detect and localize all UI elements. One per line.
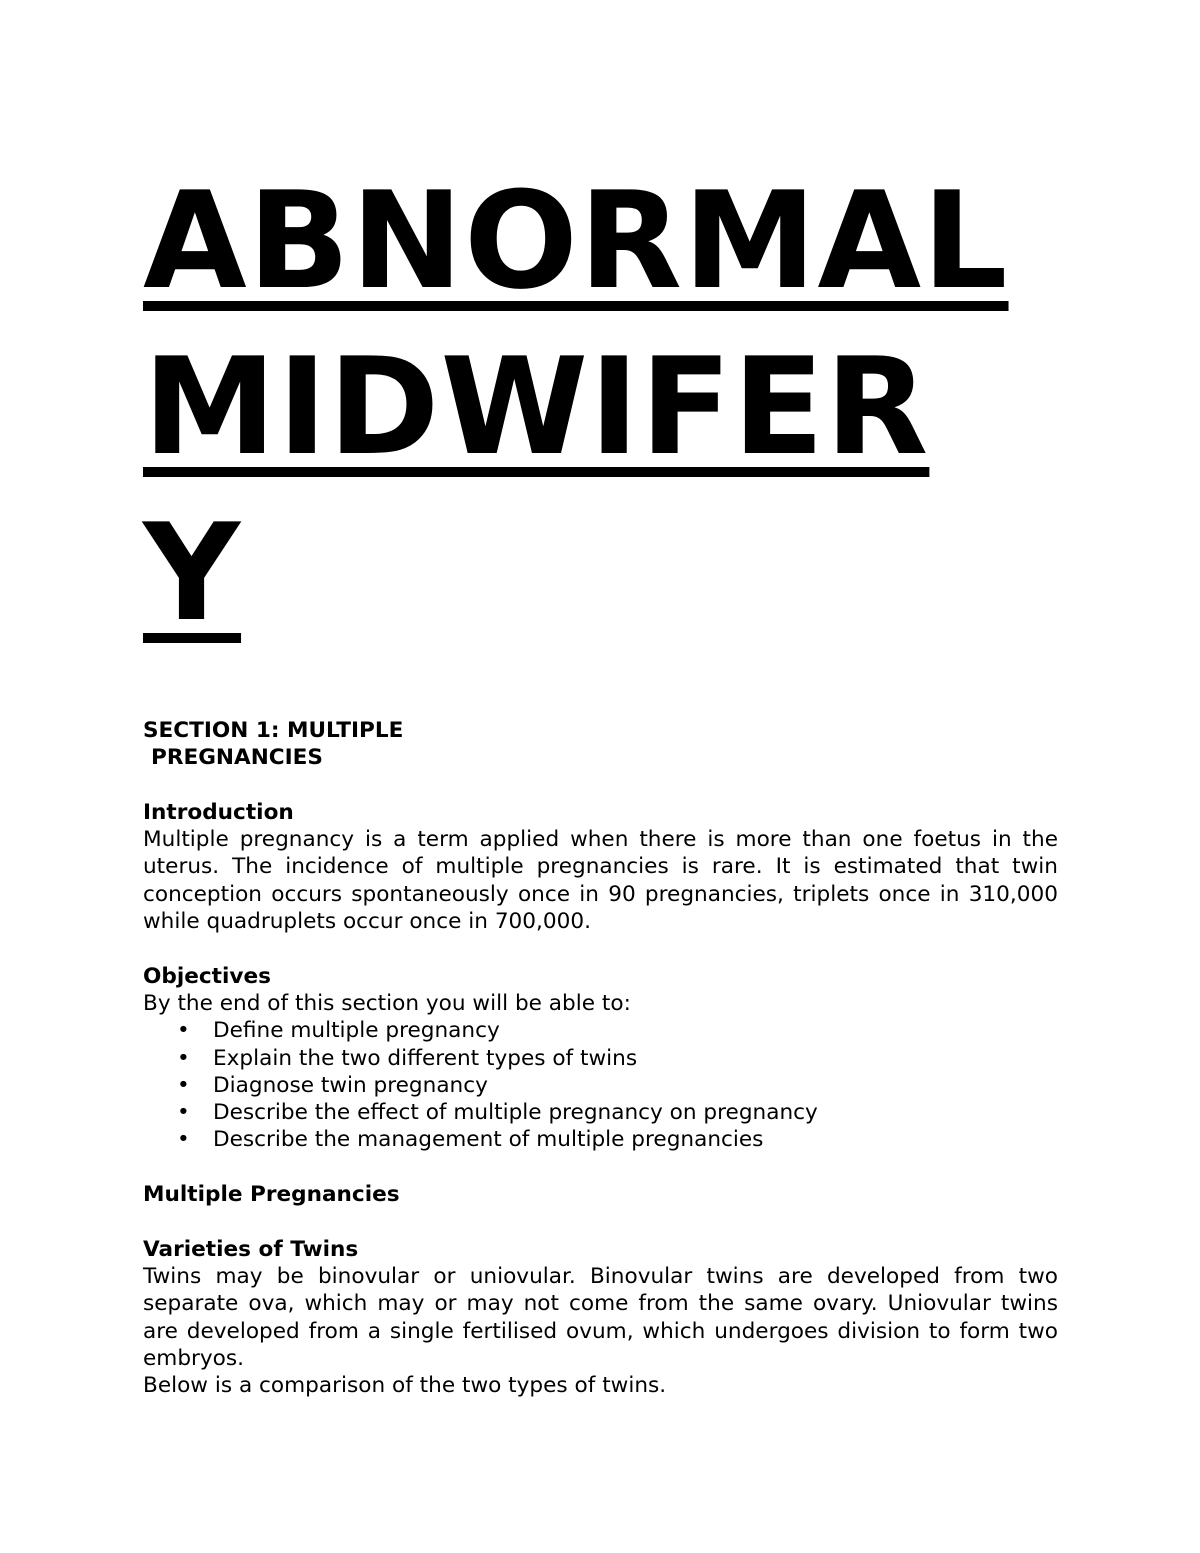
introduction-paragraph: Multiple pregnancy is a term applied when there is more than one foetus in the uterus. The incidence of multiple pregnancies is rare. It is estimated that twin conception occurs spontaneously once in 90 pregnancies, triplets once in 310,000 while quadruplets occur once in 700,000. xyxy=(143,827,1058,935)
spacer xyxy=(143,1154,1058,1181)
objectives-list xyxy=(143,1017,1058,1153)
objective-text: Explain the two different types of twins xyxy=(213,1045,638,1071)
list-item xyxy=(143,1099,1058,1126)
bullet: • xyxy=(177,1100,190,1126)
bullet: • xyxy=(177,1072,190,1098)
varieties-heading: Varieties of Twins xyxy=(143,1236,359,1262)
varieties-paragraph: Twins may be binovular or uniovular. Binovular twins are developed from two separate ova, which may or may not come from the same ovary. Uniovular twins are developed from a single fertilised ovum, which undergoes division to form two embryos. xyxy=(143,1263,1058,1371)
multiple-pregnancies-heading: Multiple Pregnancies xyxy=(143,1182,400,1208)
varieties-closing: Below is a comparison of the two types of twins. xyxy=(143,1373,667,1399)
list-item xyxy=(143,1045,1058,1072)
introduction-heading: Introduction xyxy=(143,799,294,825)
list-item xyxy=(143,1126,1058,1153)
objectives-heading: Objectives xyxy=(143,963,271,989)
title-line-2: MIDWIFER xyxy=(143,329,930,485)
bullet: • xyxy=(177,1127,190,1153)
spacer xyxy=(143,1208,1058,1235)
list-item xyxy=(143,1072,1058,1099)
section-heading-line-2: PREGNANCIES xyxy=(151,745,323,771)
bullet: • xyxy=(177,1045,190,1071)
objectives-lead: By the end of this section you will be able to: xyxy=(143,990,631,1016)
objective-text: Diagnose twin pregnancy xyxy=(213,1072,488,1098)
spacer xyxy=(143,772,1058,799)
objective-text: Describe the management of multiple pregnancies xyxy=(213,1127,764,1153)
title-line-3: Y xyxy=(143,495,242,651)
document-title xyxy=(143,158,1009,656)
section-heading-line-1: SECTION 1: MULTIPLE xyxy=(143,718,404,743)
title-line-1: ABNORMAL xyxy=(143,163,1009,319)
bullet: • xyxy=(177,1018,190,1044)
list-item xyxy=(143,1017,1058,1044)
objective-text: Describe the effect of multiple pregnancy on pregnancy xyxy=(213,1100,818,1126)
spacer xyxy=(143,935,1058,962)
document-body xyxy=(143,717,1058,1399)
objective-text: Define multiple pregnancy xyxy=(213,1018,500,1044)
